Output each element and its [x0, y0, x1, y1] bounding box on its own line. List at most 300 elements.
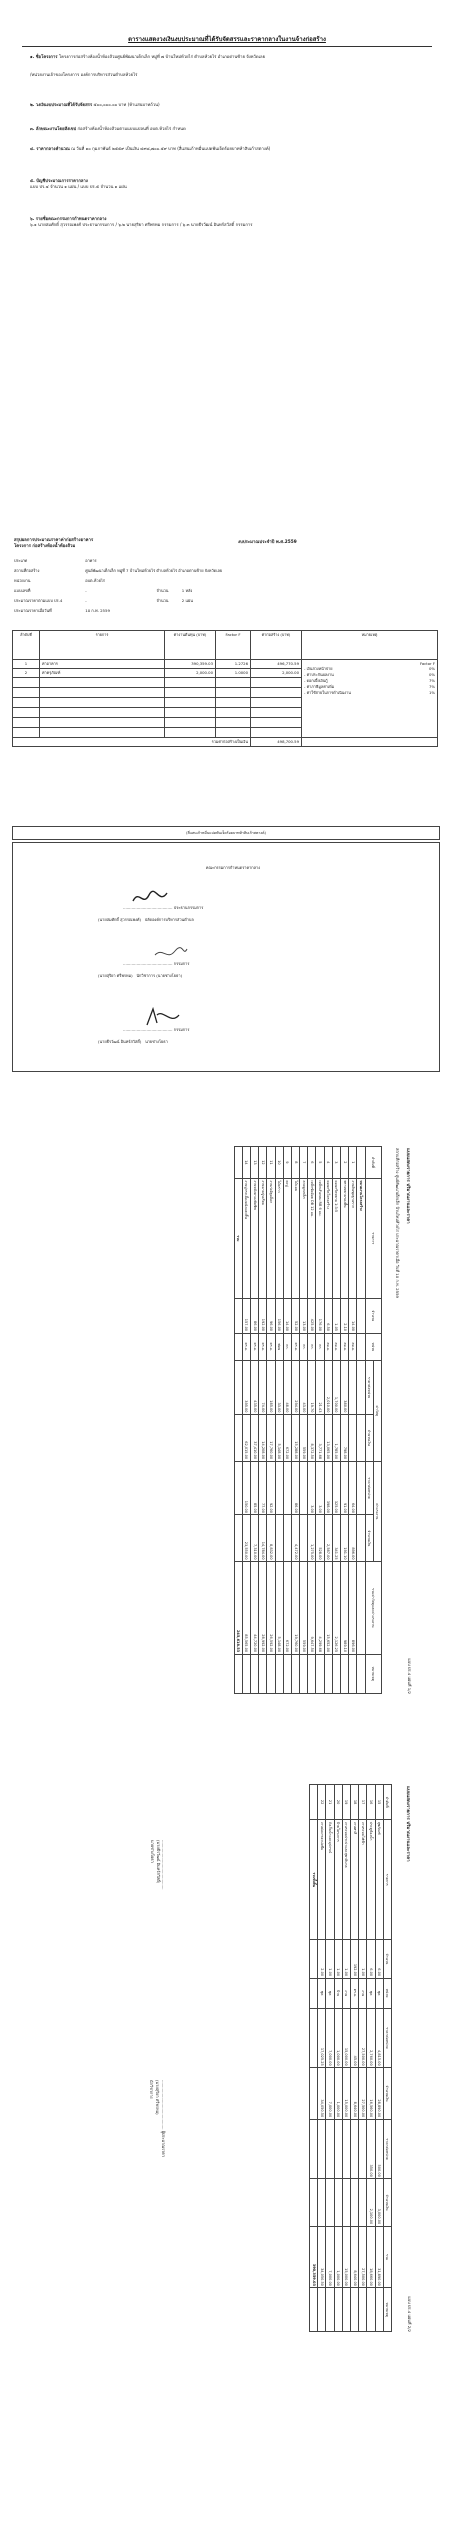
cell-mp: 2,760.00: [367, 2008, 375, 2068]
table-row: [267, 1147, 275, 1694]
cell-mp: 7,000.00: [326, 2008, 334, 2068]
cell-item: ลวดผูกเหล็ก: [300, 1178, 308, 1298]
cell-note: [332, 1654, 340, 1693]
cell-mp: 45.00: [351, 2008, 359, 2068]
cell-unit: ตร.ม.: [267, 1333, 275, 1361]
summary-title: ตารางแสดงวงเงินงบประมาณที่ได้รับจัดสรรและราคากลางในงานจ้างก่อสร้าง: [128, 36, 326, 43]
chairman-name: [98, 917, 194, 923]
cell-mp: 27,500.00: [359, 2008, 367, 2068]
cell-sum: 28,992.00: [259, 1562, 267, 1655]
cell-factor-notes: [302, 660, 438, 738]
pr4-title: แบบแสดงรายการ ปริมาณงานและราคา: [405, 1148, 410, 1224]
cell-unit: งาน: [342, 1978, 350, 2008]
pr4-meta: สถานที่ก่อสร้าง ศูนย์พัฒนาเด็กเล็ก บ้านใหม่ห้วยไร่ ประมาณราคาเมื่อ วันที่ 10 ก.พ. 2559: [395, 1148, 400, 1299]
meta-value: 2 แผ่น: [181, 598, 193, 603]
cell-lp: [334, 2119, 342, 2179]
cell-no: 20: [334, 1785, 342, 1820]
meta-agency: [14, 578, 105, 584]
col-header: จำนวนเงิน: [365, 1414, 373, 1461]
cell-mt: 7,000.00: [326, 2068, 334, 2120]
cell-lp: [342, 2119, 350, 2179]
cell-lp: 3.00: [316, 1461, 324, 1515]
cell-total: 2,000.00: [251, 669, 302, 678]
cell-qty: 192.00: [259, 1298, 267, 1333]
cell-mp: 19.70: [308, 1361, 316, 1415]
col-group-header: ค่าแรงงาน: [373, 1461, 381, 1562]
cell-mt: 672.00: [283, 1414, 291, 1461]
meta-key: หน่วยงาน: [14, 578, 31, 583]
table-row: [316, 1147, 324, 1694]
signer-position: นักวิชาการ: [149, 2080, 154, 2099]
col-header: ลำดับที่: [13, 631, 40, 660]
cell-item: ถังเก็บน้ำและอุปกรณ์: [326, 1820, 334, 1940]
cell-mp: 395.00: [242, 1361, 250, 1415]
factor-label: Factor F: [419, 661, 435, 666]
cell-unit: ลบ.ม.: [341, 1333, 349, 1361]
cell-mt: 28,890.00: [375, 2068, 383, 2120]
cell-factor: 1.0000: [216, 669, 251, 678]
cell-lt: 3,000.00: [375, 2179, 383, 2226]
cell-lt: 7,310.00: [251, 1515, 259, 1562]
cell-qty: 425.00: [308, 1298, 316, 1333]
cell-sum: 4,299.68: [316, 1562, 324, 1655]
factor-key: - ค่าประกันผลงาน: [304, 672, 334, 677]
cell-item: งานหลังคาเมทัลชีท: [251, 1178, 259, 1298]
table-header-row: [373, 1147, 381, 1694]
chairman-role: ประธานกรรมการ: [173, 905, 204, 910]
cell-empty: [302, 738, 438, 747]
cell-no: 16: [367, 1785, 375, 1820]
cell-no: 1: [349, 1147, 357, 1179]
cell-no: 2: [13, 669, 40, 678]
meta-estimate-date: [14, 608, 110, 614]
cell-lp: 91.00: [341, 1461, 349, 1515]
cell-no: 15: [375, 1785, 383, 1820]
cell-sum: 8,640.00: [351, 2226, 359, 2288]
cell-lp: [359, 2119, 367, 2179]
item-text: แบบ ปร.๔ จำนวน ๑ แผ่น / แบบ ปร.๕ จำนวน ๑ แผ่น: [30, 183, 127, 189]
cell-total: 496,770.59: [251, 660, 302, 669]
table-row: [326, 1785, 334, 2332]
cell-note: [300, 1654, 308, 1693]
cell-mt: 62,015.00: [242, 1414, 250, 1461]
cell-mp: 15,000.00: [342, 2008, 350, 2068]
cell-mp: 380.00: [341, 1361, 349, 1415]
item-agency: [30, 72, 425, 78]
cell-note: [318, 2288, 326, 2332]
cell-lp: 86.00: [291, 1461, 299, 1515]
table-row: [375, 1785, 383, 2332]
total-label: รวม: [234, 1178, 242, 1298]
cell-unit: ชุด: [367, 1978, 375, 2008]
meta-value: 10 ก.พ. 2559: [85, 608, 110, 613]
table-row: [342, 1785, 350, 2332]
cell-note: [251, 1654, 259, 1693]
member2-role: กรรมการ: [173, 1027, 190, 1032]
cell-unit: ตร.ม.: [251, 1333, 259, 1361]
cell-mp: 17,025.25: [318, 2008, 326, 2068]
cell-item: งานทาสี: [351, 1820, 359, 1940]
cell-mt: 13,065.00: [324, 1414, 332, 1461]
item-label: ๕. บัญชีประมาณการราคากลาง: [30, 178, 88, 183]
item-text: ณ วันที่ ๑๐ กุมภาพันธ์ ๒๕๕๙ เป็นเงิน ๔๙๘,๗๐๐.๕๙ บาท (สี่แสนเก้าหมื่นแปดพันเจ็ดร้อยบาทห้าสิบเก้าสตางค์): [71, 146, 271, 151]
cell-mp: 185.00: [267, 1361, 275, 1415]
meta-value: -: [85, 598, 87, 603]
cell-item: งานก่ออิฐบล็อก: [267, 1178, 275, 1298]
item-text: ๖.๑ นายสมศักดิ์ สุวรรณพงศ์ ประธานกรรมการ / ๖.๒ นายสุริยา ศรีพรหม กรรมการ / ๖.๓ นายธีรวัฒน์ อินทร์สวัสดิ์ กรรมการ: [30, 221, 253, 227]
cell-note: [367, 2288, 375, 2332]
cell-lt: 23,550.00: [242, 1515, 250, 1562]
item-label: ๔. ราคากลางคำนวณ: [30, 146, 70, 151]
cell-qty: 13.00: [300, 1298, 308, 1333]
meta-value: -: [85, 588, 87, 593]
cell-no: 17: [359, 1785, 367, 1820]
col-header: ลำดับที่: [365, 1147, 381, 1179]
meta-type: [14, 558, 97, 564]
cell-lp: 77.00: [259, 1461, 267, 1515]
cell-note: [283, 1654, 291, 1693]
item-label: ๑. ชื่อโครงการ: [30, 54, 58, 59]
page-estimate-summary-pr5: [8, 538, 442, 1098]
cell-no: 6: [308, 1147, 316, 1179]
meta-location: [14, 568, 222, 574]
col-header: หมายเหตุ: [302, 631, 438, 660]
cell-sum: 85,565.00: [242, 1562, 250, 1655]
cell-mt: 34,050.50: [318, 2068, 326, 2120]
cell-no: 19: [342, 1785, 350, 1820]
cell-mt: 559.00: [300, 1414, 308, 1461]
cell-mt: 37,410.00: [251, 1414, 259, 1461]
signature-member-2: [143, 1005, 183, 1029]
cell-no: 21: [326, 1785, 334, 1820]
signer-name: (นายธีรวัฒน์ อินทร์สวัสดิ์): [98, 1039, 142, 1044]
table-row: [300, 1147, 308, 1694]
cell-item: งานปูกระเบื้องผนังและพื้น: [242, 1178, 250, 1298]
cell-lt: [275, 1515, 283, 1562]
cell-unit: ตร.ม.: [351, 1978, 359, 2008]
table-row: [318, 1785, 326, 2332]
cell-mt: [349, 1414, 357, 1461]
cell-note: [342, 2288, 350, 2332]
cell-item: ประตูห้องน้ำ: [367, 1820, 375, 1940]
factor-key: - ค่าภาษีมูลค่าเพิ่ม: [304, 684, 335, 689]
item-work-description: [30, 126, 425, 132]
cell-note: [242, 1654, 250, 1693]
cell-unit: ลบ.ม.: [324, 1333, 332, 1361]
cell-lp: 85.00: [251, 1461, 259, 1515]
cell-item: งานระบบประปาและสุขาภิบาล: [342, 1820, 350, 1940]
estimator-signature-left: ........................................ (นายธีรวัฒน์ อินทร์สวัสดิ์) นายช่างโยธา: [150, 1840, 166, 1890]
cell-sum: 9,647.50: [308, 1562, 316, 1655]
cell-item: เหล็กเส้นกลม RB 6 มม.: [316, 1178, 324, 1298]
pr4-sheet-2-content: [36, 1780, 416, 2340]
cell-mp: [349, 1361, 357, 1415]
cell-lt: [283, 1515, 291, 1562]
cell-lp: [351, 2119, 359, 2179]
cell-lp: 64.00: [349, 1461, 357, 1515]
col-header: ราคาต่อหน่วย: [383, 2008, 391, 2068]
cell-lp: 500.00: [375, 2119, 383, 2179]
cell-unit: ตร.ม.: [242, 1333, 250, 1361]
col-header: จำนวน: [383, 1940, 391, 1978]
cell-qty: 1.05: [332, 1298, 340, 1333]
committee-signature-box: [12, 842, 440, 1072]
pr4-title: แบบแสดงรายการ ปริมาณงานและราคา: [405, 1786, 410, 1862]
cell-lt: 528.00: [316, 1515, 324, 1562]
cell-mt: 798.00: [341, 1414, 349, 1461]
table-row: [334, 1785, 342, 2332]
item-median-price: [30, 146, 425, 152]
table-row: [349, 1147, 357, 1694]
total-value: 390,359.03: [310, 2226, 318, 2288]
cell-mp: 435.00: [251, 1361, 259, 1415]
table-row: [332, 1147, 340, 1694]
cell-no: 8: [291, 1147, 299, 1179]
table-row: [324, 1147, 332, 1694]
section-label: หมวดงานโครงสร้าง: [357, 1178, 365, 1298]
cell-qty: 96.00: [267, 1298, 275, 1333]
pr4-table-1-body: [242, 1147, 365, 1694]
table-row: [367, 1785, 375, 2332]
cell-sum: 34,050.50: [318, 2226, 326, 2288]
meta-value: อาคาร: [85, 558, 97, 563]
cell-sum: 5,148.00: [275, 1562, 283, 1655]
cell-mt: 17,760.00: [267, 1414, 275, 1461]
cell-item: งานฉาบปูนเรียบ: [259, 1178, 267, 1298]
page-summary-sheet: [22, 28, 432, 313]
cell-sum: 18,660.00: [367, 2226, 375, 2288]
cell-mt: 3,771.68: [316, 1414, 324, 1461]
meta-key: จำนวน: [156, 588, 169, 593]
cell-qty: 192.00: [351, 1940, 359, 1978]
cell-unit: กก.: [300, 1333, 308, 1361]
factor-key: - เงินล่วงหน้าจ่าย: [304, 666, 333, 671]
signer-position: นายช่างโยธา: [150, 1840, 155, 1863]
cell-item: ไม้คร่าว: [275, 1178, 283, 1298]
cell-note: [359, 2288, 367, 2332]
cell-lp: [300, 1461, 308, 1515]
table-header-row: [13, 631, 438, 660]
cell-no: 14: [242, 1147, 250, 1179]
meta-pr4-sheets: [14, 598, 193, 604]
member1-line: ........................................ กรรมการ: [123, 961, 190, 966]
cell-mp: 33.00: [275, 1361, 283, 1415]
pr4-sheet-1-content: [36, 1142, 416, 1702]
cell-qty: 1.00: [334, 1940, 342, 1978]
cell-unit: งาน: [359, 1978, 367, 2008]
cell-no: 13: [251, 1147, 259, 1179]
pr5-fiscal-year: งบประมาณประจำปี พ.ศ.2559: [238, 540, 297, 545]
title-divider: [22, 46, 432, 47]
cell-mp: 1,700.00: [332, 1361, 340, 1415]
table-total-row: [234, 1147, 242, 1694]
cell-item: ทรายหยาบรองพื้น: [341, 1178, 349, 1298]
factor-value: 0%: [428, 666, 435, 671]
cell-qty: 157.00: [242, 1298, 250, 1333]
col-header: ค่างานต้นทุน (บาท): [165, 631, 216, 660]
cell-note: [316, 1654, 324, 1693]
col-header: จำนวนเงิน: [365, 1515, 373, 1562]
table-total-row: [310, 1785, 318, 2332]
col-header: รวมค่าวัสดุและค่าแรงงาน: [365, 1562, 381, 1655]
cell-item: คอนกรีตโครงสร้าง: [324, 1178, 332, 1298]
cell-no: 2: [341, 1147, 349, 1179]
signer-position: นายช่างโยธา: [145, 1039, 168, 1044]
factor-line: [304, 690, 435, 696]
item-text: โครงการก่อสร้างห้องน้ำห้องส้วมศูนย์พัฒนาเด็กเล็ก หมู่ที่ ๗ บ้านใหม่ห้วยไร่ ตำบลห้วยไร่ อำเภอด่านซ้าย จังหวัดเลย: [58, 54, 266, 59]
signer-role: ผู้ประมาณราคา: [161, 2130, 166, 2158]
signer-position: ปลัดองค์การบริหารส่วนตำบล: [144, 917, 194, 922]
col-header: จำนวนเงิน: [383, 2068, 391, 2120]
col-header: รายการ: [383, 1820, 391, 1940]
meta-value: ศูนย์พัฒนาเด็กเล็ก หมู่ที่ 7 บ้านใหม่ห้วยไร่ ตำบลห้วยไร่ อำเภอด่านซ้าย จังหวัดเลย: [85, 568, 223, 573]
cell-note: [275, 1654, 283, 1693]
total-value: 245,618.53: [234, 1562, 242, 1655]
total-label: รวมค่าก่อสร้างเป็นเงิน: [13, 738, 251, 747]
cell-note: [334, 2288, 342, 2332]
cell-unit: กก.: [283, 1333, 291, 1361]
factor-value: 1%: [428, 690, 435, 695]
cell-mt: 15,288.00: [291, 1414, 299, 1461]
cell-sum: 44,720.00: [251, 1562, 259, 1655]
cell-unit: ลบ.ม.: [349, 1333, 357, 1361]
cell-lt: 1,275.00: [308, 1515, 316, 1562]
col-header: Factor F: [216, 631, 251, 660]
cell-lt: [300, 1515, 308, 1562]
cell-qty: 6.00: [367, 1940, 375, 1978]
cell-sum: 896.00: [349, 1562, 357, 1655]
cell-unit: ท่อน: [275, 1333, 283, 1361]
committee-heading: คณะกรรมการกำหนดราคากลาง: [205, 865, 261, 870]
cell-sum: 7,000.00: [326, 2226, 334, 2288]
item-label: ๖. รายชื่อคณะกรรมการกำหนดราคากลาง: [30, 216, 107, 221]
cell-mp: 294.00: [291, 1361, 299, 1415]
col-header: ราคาต่อหน่วย: [383, 2119, 391, 2179]
cell-mp: 4,815.00: [375, 2008, 383, 2068]
item-label: ๓. ลักษณะงานโดยสังเขป: [30, 126, 77, 131]
cell-qty: 156.00: [275, 1298, 283, 1333]
meta-key: ประมาณราคาเมื่อวันที่: [14, 608, 52, 613]
page-pr4-sheet-2: [36, 1780, 416, 2340]
cell-lt: [318, 2179, 326, 2226]
table-row: [251, 1147, 259, 1694]
cell-mt: 16,560.00: [367, 2068, 375, 2120]
cell-sum: 19,760.00: [291, 1562, 299, 1655]
cell-item: ค่าอาคาร: [40, 660, 165, 669]
cell-item: งานดินขุดฐานราก: [349, 1178, 357, 1298]
cell-unit: กก.: [308, 1333, 316, 1361]
cell-note: [267, 1654, 275, 1693]
signer-name: (นายสุริยา ศรีพรหม): [155, 2080, 160, 2115]
item-text: ก่อสร้างห้องน้ำห้องส้วมตามแบบแปลนที่ อบต.ห้วยไร่ กำหนด: [77, 126, 186, 131]
cell-note: [341, 1654, 349, 1693]
col-header: จำนวนเงิน: [383, 2179, 391, 2226]
col-header: ราคาต่อหน่วย: [365, 1461, 373, 1515]
page-pr4-sheet-1: [36, 1142, 416, 1702]
signer-name: (นายสมศักดิ์ สุวรรณพงศ์): [98, 917, 141, 922]
cell-lp: 150.00: [242, 1461, 250, 1515]
col-group-header: ค่าวัสดุ: [373, 1361, 381, 1462]
cell-unit: ชุด: [318, 1978, 326, 2008]
factor-key: - ดอกเบี้ยเงินกู้: [304, 678, 328, 683]
cell-qty: 6.50: [324, 1298, 332, 1333]
table-header-row: [383, 1785, 391, 2332]
item-committee: [30, 216, 425, 227]
cell-sum: 27,500.00: [359, 2226, 367, 2288]
table-row: [242, 1147, 250, 1694]
cell-qty: 2.10: [341, 1298, 349, 1333]
cell-qty: 176.00: [316, 1298, 324, 1333]
cell-sum: 2,126.25: [332, 1562, 340, 1655]
cell-no: 5: [316, 1147, 324, 1179]
pr5-header: [14, 538, 93, 550]
total-value: 498,700.59: [251, 738, 302, 747]
cell-lt: [342, 2179, 350, 2226]
cell-lp: [326, 2119, 334, 2179]
cell-unit: ตร.ม.: [259, 1333, 267, 1361]
meta-key: สถานที่ก่อสร้าง: [14, 568, 40, 573]
total-label: รวมทั้งสิ้น: [310, 1820, 318, 1940]
col-header: รายการ: [365, 1178, 381, 1298]
cell-unit: ตร.ม.: [291, 1333, 299, 1361]
cell-lt: 2,587.00: [324, 1515, 332, 1562]
cell-mt: 15,000.00: [342, 2068, 350, 2120]
total-in-words: (สี่แสนเก้าหมื่นแปดพันเจ็ดร้อยบาทห้าสิบเก้าสตางค์): [12, 826, 440, 840]
meta-key: จำนวน: [156, 598, 169, 603]
cell-mp: 43.00: [300, 1361, 308, 1415]
table-row: [308, 1147, 316, 1694]
cell-no: 18: [351, 1785, 359, 1820]
cell-item: ไม้แบบ: [291, 1178, 299, 1298]
factor-value: 7%: [428, 678, 435, 683]
cell-lt: [326, 2179, 334, 2226]
cell-lt: [351, 2179, 359, 2226]
cell-lp: [275, 1461, 283, 1515]
cell-qty: 2.00: [318, 1940, 326, 1978]
cell-note: [375, 2288, 383, 2332]
col-header: หน่วย: [365, 1333, 381, 1361]
cell-qty: 1.00: [359, 1940, 367, 1978]
table-row: [13, 660, 438, 669]
cell-lp: [318, 2119, 326, 2179]
cell-sum: 559.00: [300, 1562, 308, 1655]
cell-unit: ชุด: [375, 1978, 383, 2008]
pr4-sheet-number: แบบ ปร.4 แผ่นที่ 2/2: [407, 2296, 412, 2332]
cell-lt: 896.00: [349, 1515, 357, 1562]
factor-list: [304, 666, 435, 696]
chairman-line: ........................................ ประธานกรรมการ: [123, 905, 204, 910]
signer-name: (นายสุริยา ศรีพรหม): [98, 973, 133, 978]
cell-note: [351, 2288, 359, 2332]
table-row: [259, 1147, 267, 1694]
col-header: หน่วย: [383, 1978, 391, 2008]
pr5-heading: สรุปผลการประมาณราคาค่าก่อสร้างอาคาร: [14, 538, 94, 543]
cell-qty: 14.00: [283, 1298, 291, 1333]
cell-unit: ป้าย: [334, 1978, 342, 2008]
cell-mp: 2,010.00: [324, 1361, 332, 1415]
pr5-summary-table: [12, 630, 438, 747]
cell-no: 7: [300, 1147, 308, 1179]
table-row: [351, 1785, 359, 2332]
member1-role: กรรมการ: [173, 961, 190, 966]
cell-qty: 1.00: [326, 1940, 334, 1978]
cell-no: 22: [318, 1785, 326, 1820]
section-row: [357, 1147, 365, 1694]
table-row: [283, 1147, 291, 1694]
cell-lp: 350.00: [367, 2119, 375, 2179]
cell-sum: 1,000.00: [334, 2226, 342, 2288]
cell-no: 11: [267, 1147, 275, 1179]
